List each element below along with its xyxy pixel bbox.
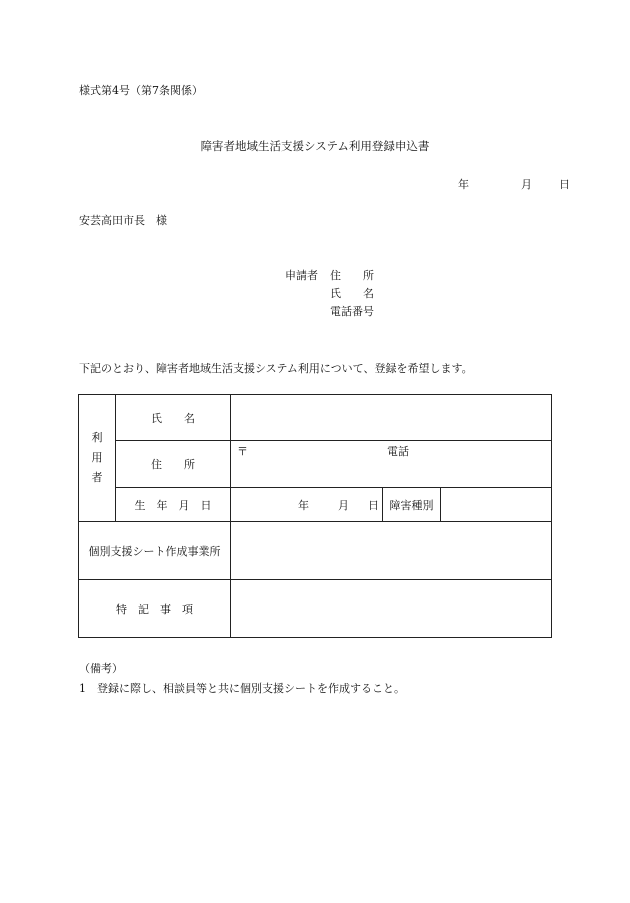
remarks-heading: （備考） [79, 662, 123, 675]
remark-number: 1 [79, 682, 86, 695]
applicant-name-label: 氏 名 [330, 287, 374, 300]
date-year-label: 年 [458, 178, 469, 191]
special-notes-field[interactable] [231, 580, 552, 638]
name-label: 氏 名 [116, 395, 231, 441]
remark-text: 登録に際し、相談員等と共に個別支援シートを作成すること。 [97, 682, 405, 695]
address-field[interactable] [231, 441, 552, 488]
disability-type-label: 障害種別 [383, 488, 441, 522]
form-number: 様式第4号（第7条関係） [79, 84, 203, 97]
birthdate-field[interactable] [231, 488, 383, 522]
date-month-label: 月 [521, 178, 532, 191]
birth-year-label: 年 [298, 498, 309, 512]
intro-text: 下記のとおり、障害者地域生活支援システム利用について、登録を希望します。 [79, 362, 473, 375]
table-row-special-notes [79, 580, 552, 638]
applicant-block [285, 267, 374, 321]
applicant-label: 申請者 [285, 269, 318, 282]
document-title: 障害者地域生活支援システム利用登録申込書 [200, 139, 430, 153]
table-row-name [79, 395, 552, 441]
birth-month-label: 月 [338, 498, 349, 512]
tel-label: 電話 [387, 445, 409, 458]
special-notes-label: 特 記 事 項 [79, 580, 231, 638]
birth-day-label: 日 [368, 498, 379, 512]
date-day-label: 日 [559, 178, 570, 191]
support-office-field[interactable] [231, 522, 552, 580]
user-group-label: 利 用 者 [79, 395, 116, 522]
postal-mark: 〒 [237, 445, 248, 458]
registration-table [78, 394, 552, 638]
birthdate-label: 生 年 月 日 [116, 488, 231, 522]
table-row-support-office [79, 522, 552, 580]
applicant-phone-label: 電話番号 [330, 305, 374, 318]
table-row-address [79, 441, 552, 488]
address-label: 住 所 [116, 441, 231, 488]
disability-type-field[interactable] [441, 488, 552, 522]
addressee: 安芸高田市長 様 [79, 214, 167, 227]
name-field[interactable] [231, 395, 552, 441]
date-line [458, 176, 570, 192]
support-office-label: 個別支援シート作成事業所 [79, 522, 231, 580]
table-row-birthdate [79, 488, 552, 522]
remark-item [79, 680, 405, 696]
applicant-address-label: 住 所 [330, 269, 374, 282]
